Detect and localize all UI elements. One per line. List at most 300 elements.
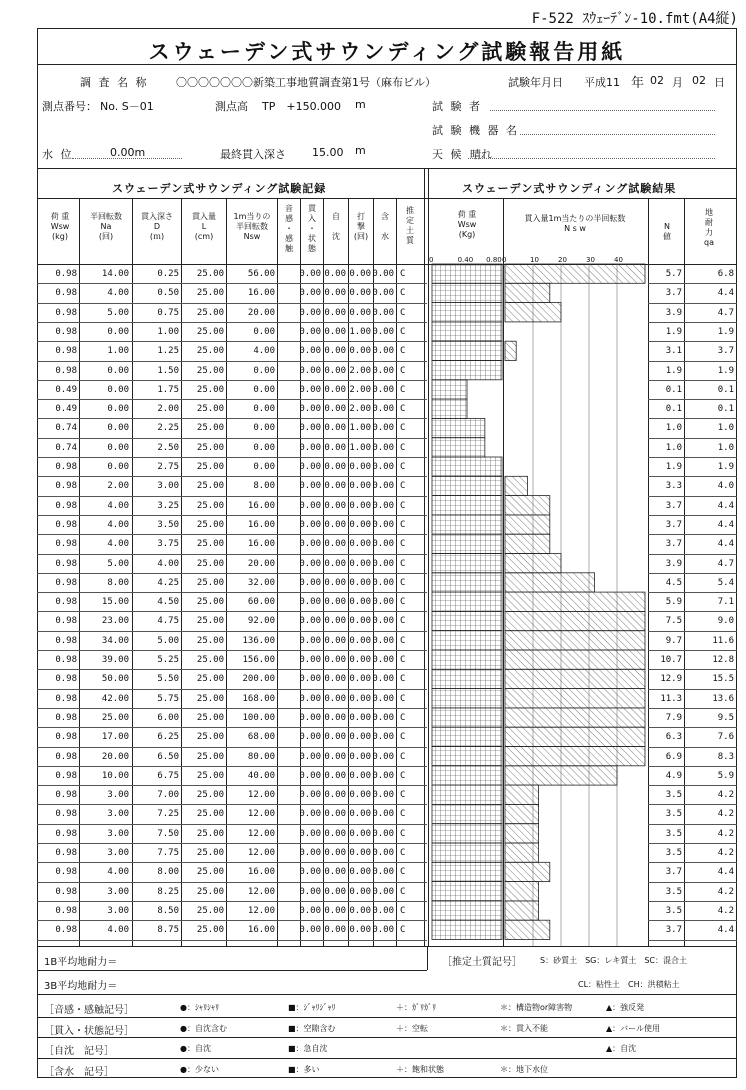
cell-n-value: 3.5 — [665, 828, 682, 839]
cell-sound: 0.00 — [299, 751, 321, 762]
cell-soil: C — [400, 848, 406, 858]
table-row-line — [37, 804, 427, 805]
cell-l: 25.00 — [196, 423, 224, 434]
cell-sound: 0.00 — [299, 288, 321, 299]
cell-na: 0.00 — [107, 384, 129, 395]
cell-hit: 1.00 — [349, 442, 371, 453]
cell-qa: 4.4 — [717, 539, 734, 550]
cell-l: 25.00 — [196, 790, 224, 801]
table-row-line — [37, 515, 427, 516]
cell-wsw: 0.98 — [55, 307, 77, 318]
cell-soil: C — [400, 751, 406, 762]
cell-wsw: 0.98 — [55, 519, 77, 530]
cell-soil: C — [400, 404, 406, 415]
cell-soil: C — [400, 674, 406, 685]
col-graph-nsw-header: 貫入量1m当たりの半回転数 N s w — [524, 214, 626, 233]
cell-water: 0.00 — [372, 539, 394, 550]
col-length-header: 貫入量 L (cm) — [192, 212, 216, 241]
col-water-header: 含 水 — [381, 212, 389, 241]
cell-self: 0.00 — [324, 481, 346, 492]
file-id: F-522 ｽｳｪｰﾃﾞﾝ-10.fmt(A4縦) — [531, 11, 738, 27]
table-row-line — [648, 940, 737, 941]
table-row-line — [648, 766, 737, 767]
cell-d: 0.25 — [157, 269, 179, 279]
date-year-char: 年 — [631, 76, 645, 91]
cell-water: 0.00 — [372, 442, 394, 453]
cell-qa: 8.3 — [717, 751, 734, 762]
cell-hit: 0.00 — [349, 828, 371, 839]
cell-soil: C — [400, 635, 406, 646]
cell-water: 0.00 — [372, 905, 394, 916]
cell-wsw: 0.98 — [55, 635, 77, 646]
cell-l: 25.00 — [196, 346, 224, 357]
cell-d: 8.75 — [157, 925, 179, 936]
cell-qa: 4.0 — [717, 481, 734, 492]
table-row-line — [37, 573, 427, 574]
cell-qa: 12.8 — [712, 655, 734, 665]
cell-water: 0.00 — [372, 848, 394, 858]
table-row-line — [37, 940, 427, 941]
cell-qa: 4.2 — [717, 809, 734, 820]
cell-nsw: 4.00 — [253, 346, 275, 357]
table-row-line — [37, 631, 427, 632]
cell-self: 0.00 — [324, 693, 346, 704]
cell-hit: 1.00 — [349, 423, 371, 434]
cell-d: 7.00 — [157, 790, 179, 801]
cell-qa: 7.6 — [717, 732, 734, 743]
table-row-line — [648, 554, 737, 555]
cell-n-value: 3.7 — [665, 288, 682, 299]
cell-n-value: 1.0 — [665, 423, 682, 434]
table-row-line — [648, 496, 737, 497]
cell-sound: 0.00 — [299, 655, 321, 665]
cell-na: 3.00 — [107, 886, 129, 897]
cell-wsw: 0.74 — [55, 442, 77, 453]
cell-soil: C — [400, 365, 406, 376]
cell-l: 25.00 — [196, 404, 224, 415]
cell-nsw: 0.00 — [253, 404, 275, 415]
cell-sound: 0.00 — [299, 404, 321, 415]
elevation-label: 測点高 — [215, 100, 248, 113]
table-row-line — [648, 804, 737, 805]
table-row-line — [648, 747, 737, 748]
cell-hit: 0.00 — [349, 616, 371, 627]
cell-l: 25.00 — [196, 269, 224, 279]
avg-3b-label: 3B平均地耐力＝ — [44, 981, 118, 992]
cell-n-value: 3.7 — [665, 539, 682, 550]
cell-d: 0.75 — [157, 307, 179, 318]
cell-qa: 4.4 — [717, 500, 734, 511]
cell-soil: C — [400, 500, 406, 511]
cell-hit: 0.00 — [349, 307, 371, 318]
cell-wsw: 0.98 — [55, 462, 77, 472]
cell-sound: 0.00 — [299, 384, 321, 395]
cell-l: 25.00 — [196, 809, 224, 820]
date-day: 02 — [692, 74, 706, 87]
table-row-line — [37, 380, 427, 381]
cell-nsw: 16.00 — [247, 500, 275, 511]
cell-l: 25.00 — [196, 597, 224, 608]
record-title: スウェーデン式サウンディング試験記録 — [112, 182, 327, 195]
cell-hit: 1.00 — [349, 326, 371, 337]
cell-water: 0.00 — [372, 616, 394, 627]
cell-hit: 0.00 — [349, 519, 371, 530]
cell-wsw: 0.49 — [55, 384, 77, 395]
legend-item: ■：ｼﾞｬﾘｼﾞｬﾘ — [288, 1003, 336, 1012]
cell-soil: C — [400, 462, 406, 472]
cell-sound: 0.00 — [299, 712, 321, 723]
cell-water: 0.00 — [372, 655, 394, 665]
cell-na: 4.00 — [107, 500, 129, 511]
cell-n-value: 3.5 — [665, 790, 682, 801]
cell-soil: C — [400, 925, 406, 936]
cell-na: 0.00 — [107, 442, 129, 453]
cell-n-value: 0.1 — [665, 384, 682, 395]
table-row-line — [648, 341, 737, 342]
cell-na: 10.00 — [101, 770, 129, 781]
cell-nsw: 156.00 — [242, 655, 275, 665]
legend-divider — [37, 1017, 737, 1018]
table-row-line — [648, 322, 737, 323]
table-row-line — [648, 361, 737, 362]
cell-na: 14.00 — [101, 269, 129, 279]
cell-nsw: 16.00 — [247, 539, 275, 550]
cell-l: 25.00 — [196, 442, 224, 453]
cell-qa: 5.9 — [717, 770, 734, 781]
cell-qa: 5.4 — [717, 577, 734, 588]
axis-nsw-tick: 20 — [558, 256, 567, 264]
cell-self: 0.00 — [324, 539, 346, 550]
cell-nsw: 12.00 — [247, 848, 275, 858]
cell-na: 17.00 — [101, 732, 129, 743]
table-row-line — [648, 611, 737, 612]
cell-self: 0.00 — [324, 442, 346, 453]
cell-na: 3.00 — [107, 848, 129, 858]
cell-wsw: 0.98 — [55, 886, 77, 897]
cell-self: 0.00 — [324, 346, 346, 357]
table-row-line — [37, 438, 427, 439]
cell-n-value: 1.0 — [665, 442, 682, 453]
col-graph-wsw-header: 荷 重 Wsw (Kg) — [457, 210, 477, 239]
cell-l: 25.00 — [196, 770, 224, 781]
depth-label: 最終貫入深さ — [220, 148, 286, 161]
cell-wsw: 0.98 — [55, 732, 77, 743]
cell-hit: 0.00 — [349, 905, 371, 916]
cell-soil: C — [400, 693, 406, 704]
cell-wsw: 0.98 — [55, 828, 77, 839]
cell-n-value: 1.9 — [665, 462, 682, 472]
table-row-line — [37, 727, 427, 728]
cell-na: 0.00 — [107, 365, 129, 376]
cell-sound: 0.00 — [299, 307, 321, 318]
cell-hit: 0.00 — [349, 539, 371, 550]
cell-l: 25.00 — [196, 307, 224, 318]
cell-wsw: 0.98 — [55, 751, 77, 762]
cell-nsw: 80.00 — [247, 751, 275, 762]
legend-item: ■：多い — [288, 1064, 320, 1074]
cell-n-value: 7.9 — [665, 712, 682, 723]
cell-sound: 0.00 — [299, 770, 321, 781]
cell-water: 0.00 — [372, 712, 394, 723]
cell-n-value: 3.5 — [665, 886, 682, 897]
table-row-line — [648, 708, 737, 709]
table-row-line — [37, 418, 427, 419]
col-wsw-header: 荷 重 Wsw (kg) — [50, 212, 70, 241]
cell-self: 0.00 — [324, 462, 346, 472]
cell-soil: C — [400, 770, 406, 781]
cell-qa: 0.1 — [717, 404, 734, 415]
cell-water: 0.00 — [372, 423, 394, 434]
cell-water: 0.00 — [372, 828, 394, 839]
cell-sound: 0.00 — [299, 828, 321, 839]
cell-qa: 1.0 — [717, 423, 734, 434]
table-row-line — [37, 399, 427, 400]
cell-wsw: 0.98 — [55, 558, 77, 569]
cell-soil: C — [400, 346, 406, 357]
date-month: 02 — [650, 74, 664, 87]
cell-l: 25.00 — [196, 326, 224, 337]
legend-item: ＊：地下水位 — [500, 1064, 548, 1074]
cell-n-value: 7.5 — [665, 616, 682, 627]
cell-soil: C — [400, 288, 406, 299]
cell-soil: C — [400, 867, 406, 878]
cell-self: 0.00 — [324, 519, 346, 530]
cell-wsw: 0.98 — [55, 269, 77, 279]
cell-water: 0.00 — [372, 269, 394, 279]
table-row-line — [648, 920, 737, 921]
cell-water: 0.00 — [372, 481, 394, 492]
cell-l: 25.00 — [196, 288, 224, 299]
water-label: 水 位 — [42, 148, 74, 161]
cell-d: 1.50 — [157, 365, 179, 376]
table-row-line — [648, 515, 737, 516]
soil-codes-line1: S：砂質土 SG：レキ質土 SC：混合土 — [540, 956, 688, 965]
cell-qa: 11.6 — [712, 635, 734, 646]
cell-sound: 0.00 — [299, 616, 321, 627]
cell-hit: 0.00 — [349, 712, 371, 723]
cell-n-value: 3.5 — [665, 809, 682, 820]
table-row-line — [648, 592, 737, 593]
cell-wsw: 0.98 — [55, 925, 77, 936]
weather-label: 天 候 — [432, 148, 464, 161]
cell-sound: 0.00 — [299, 539, 321, 550]
cell-soil: C — [400, 384, 406, 395]
legend-item: ＊：貫入不能 — [500, 1023, 548, 1033]
col-soil-header: 推 定 土 質 — [406, 206, 414, 245]
date-label: 試験年月日 — [508, 76, 563, 89]
cell-water: 0.00 — [372, 404, 394, 415]
cell-n-value: 0.1 — [665, 404, 682, 415]
cell-d: 8.25 — [157, 886, 179, 897]
cell-qa: 4.7 — [717, 307, 734, 318]
cell-nsw: 20.00 — [247, 307, 275, 318]
cell-l: 25.00 — [196, 558, 224, 569]
date-month-char: 月 — [672, 76, 683, 89]
axis-nsw-tick: 10 — [530, 256, 539, 264]
cell-l: 25.00 — [196, 365, 224, 376]
cell-qa: 7.1 — [717, 597, 734, 608]
cell-wsw: 0.98 — [55, 577, 77, 588]
cell-na: 25.00 — [101, 712, 129, 723]
cell-qa: 4.2 — [717, 828, 734, 839]
cell-n-value: 4.5 — [665, 577, 682, 588]
table-row-line — [648, 882, 737, 883]
legend-item: ■：空隙含む — [288, 1023, 336, 1033]
cell-d: 6.00 — [157, 712, 179, 723]
cell-water: 0.00 — [372, 558, 394, 569]
cell-d: 1.75 — [157, 384, 179, 395]
cell-l: 25.00 — [196, 655, 224, 665]
avg-1b-label: 1B平均地耐力＝ — [44, 957, 118, 968]
cell-self: 0.00 — [324, 500, 346, 511]
cell-n-value: 12.9 — [660, 674, 682, 685]
cell-d: 3.00 — [157, 481, 179, 492]
legend-label: ［自沈 記号］ — [44, 1046, 114, 1057]
cell-hit: 0.00 — [349, 925, 371, 936]
cell-sound: 0.00 — [299, 326, 321, 337]
cell-nsw: 0.00 — [253, 326, 275, 337]
cell-soil: C — [400, 828, 406, 839]
cell-d: 6.50 — [157, 751, 179, 762]
cell-self: 0.00 — [324, 616, 346, 627]
col-qa-header: 地 耐 力 qa — [704, 208, 714, 247]
cell-n-value: 3.7 — [665, 500, 682, 511]
legend-item: ▲：強反発 — [606, 1003, 645, 1012]
cell-qa: 4.4 — [717, 288, 734, 299]
cell-self: 0.00 — [324, 635, 346, 646]
cell-d: 4.25 — [157, 577, 179, 588]
cell-nsw: 0.00 — [253, 462, 275, 472]
table-row-line — [37, 611, 427, 612]
cell-nsw: 8.00 — [253, 481, 275, 492]
cell-n-value: 3.3 — [665, 481, 682, 492]
table-row-line — [37, 457, 427, 458]
table-row-line — [648, 824, 737, 825]
col-divider — [502, 198, 507, 946]
cell-hit: 2.00 — [349, 384, 371, 395]
cell-d: 2.75 — [157, 462, 179, 472]
cell-hit: 0.00 — [349, 577, 371, 588]
survey-name-label: 調 査 名 称 — [80, 76, 149, 89]
cell-wsw: 0.98 — [55, 848, 77, 858]
cell-nsw: 0.00 — [253, 365, 275, 376]
cell-sound: 0.00 — [299, 462, 321, 472]
cell-wsw: 0.98 — [55, 481, 77, 492]
cell-hit: 0.00 — [349, 674, 371, 685]
table-row-line — [648, 438, 737, 439]
cell-l: 25.00 — [196, 886, 224, 897]
cell-na: 3.00 — [107, 809, 129, 820]
table-row-line — [37, 766, 427, 767]
cell-n-value: 3.5 — [665, 905, 682, 916]
cell-na: 1.00 — [107, 346, 129, 357]
cell-qa: 6.8 — [717, 269, 734, 279]
table-row-line — [37, 669, 427, 670]
cell-qa: 1.9 — [717, 462, 734, 472]
table-row-line — [648, 573, 737, 574]
cell-nsw: 56.00 — [247, 269, 275, 279]
cell-soil: C — [400, 886, 406, 897]
cell-nsw: 92.00 — [247, 616, 275, 627]
cell-l: 25.00 — [196, 674, 224, 685]
table-row-line — [648, 785, 737, 786]
cell-nsw: 16.00 — [247, 288, 275, 299]
col-na-header: 半回転数 Na (回) — [90, 212, 122, 241]
cell-self: 0.00 — [324, 751, 346, 762]
cell-water: 0.00 — [372, 925, 394, 936]
legend-item: ▲：バール使用 — [606, 1023, 660, 1033]
axis-wsw-tick: 0.80 — [486, 256, 502, 264]
cell-na: 3.00 — [107, 905, 129, 916]
cell-na: 4.00 — [107, 925, 129, 936]
cell-l: 25.00 — [196, 751, 224, 762]
cell-water: 0.00 — [372, 500, 394, 511]
col-nsw-header: 1m当りの 半回転数 Nsw — [233, 212, 271, 241]
cell-na: 15.00 — [101, 597, 129, 608]
table-row-line — [648, 418, 737, 419]
cell-water: 0.00 — [372, 519, 394, 530]
cell-qa: 4.4 — [717, 519, 734, 530]
cell-nsw: 60.00 — [247, 597, 275, 608]
table-row-line — [37, 341, 427, 342]
table-row-line — [37, 920, 427, 921]
cell-sound: 0.00 — [299, 867, 321, 878]
legend-item: ●：ｼｬﾘｼｬﾘ — [180, 1003, 219, 1012]
cell-d: 5.75 — [157, 693, 179, 704]
cell-self: 0.00 — [324, 307, 346, 318]
table-row-line — [37, 882, 427, 883]
cell-sound: 0.00 — [299, 269, 321, 279]
cell-soil: C — [400, 790, 406, 801]
table-row-line — [37, 534, 427, 535]
cell-na: 42.00 — [101, 693, 129, 704]
cell-sound: 0.00 — [299, 809, 321, 820]
cell-water: 0.00 — [372, 674, 394, 685]
legend-item: ＊：構造物or障害物 — [500, 1003, 573, 1012]
cell-nsw: 12.00 — [247, 828, 275, 839]
cell-wsw: 0.98 — [55, 655, 77, 665]
table-row-line — [648, 901, 737, 902]
cell-hit: 0.00 — [349, 848, 371, 858]
table-row-line — [648, 476, 737, 477]
cell-hit: 0.00 — [349, 693, 371, 704]
cell-soil: C — [400, 558, 406, 569]
table-row-line — [37, 785, 427, 786]
cell-n-value: 1.9 — [665, 326, 682, 337]
table-row-line — [37, 496, 427, 497]
cell-wsw: 0.98 — [55, 288, 77, 299]
cell-self: 0.00 — [324, 269, 346, 279]
cell-qa: 9.0 — [717, 616, 734, 627]
table-row-line — [648, 631, 737, 632]
cell-sound: 0.00 — [299, 597, 321, 608]
cell-self: 0.00 — [324, 712, 346, 723]
cell-sound: 0.00 — [299, 519, 321, 530]
cell-d: 1.00 — [157, 326, 179, 337]
cell-n-value: 5.9 — [665, 597, 682, 608]
cell-self: 0.00 — [324, 925, 346, 936]
cell-self: 0.00 — [324, 423, 346, 434]
cell-soil: C — [400, 481, 406, 492]
legend-item: ＋：空転 — [396, 1023, 428, 1033]
legend-item: ＋：ｶﾞﾘｶﾞﾘ — [396, 1003, 436, 1012]
table-row-line — [648, 862, 737, 863]
cell-sound: 0.00 — [299, 674, 321, 685]
cell-sound: 0.00 — [299, 500, 321, 511]
cell-water: 0.00 — [372, 365, 394, 376]
cell-hit: 0.00 — [349, 288, 371, 299]
cell-self: 0.00 — [324, 558, 346, 569]
